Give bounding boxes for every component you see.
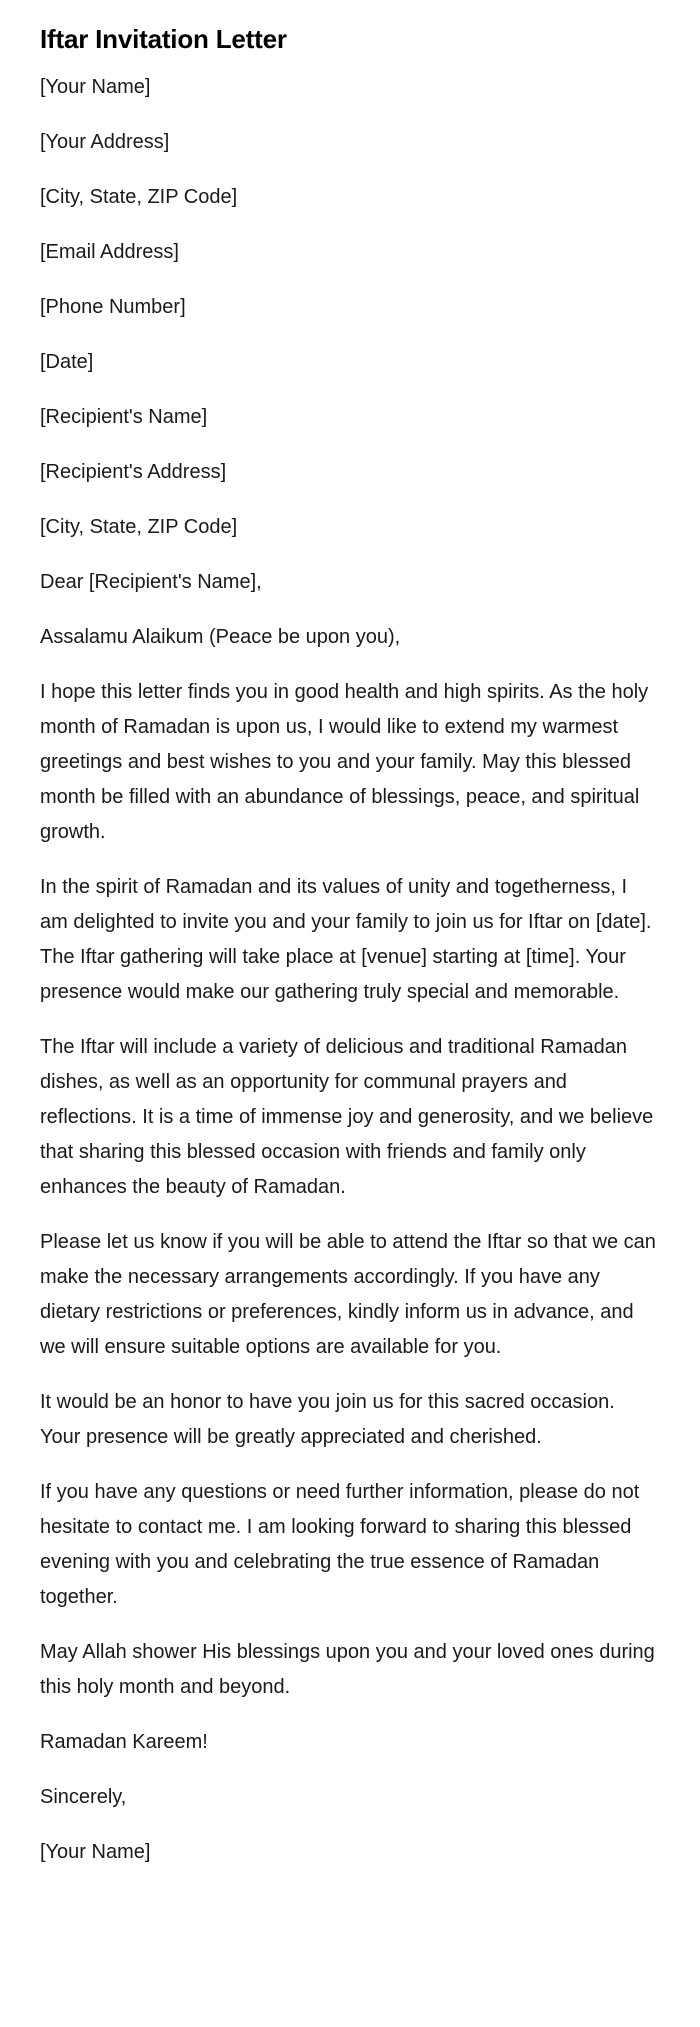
recipient-city-state-zip: [City, State, ZIP Code] (40, 516, 238, 538)
closing-wish: Ramadan Kareem! (40, 1731, 208, 1753)
body-paragraph: It would be an honor to have you join us for this sacred occasion. Your presence will be greatly appreciated and cherished. (40, 1391, 615, 1448)
body-paragraph: The Iftar will include a variety of delicious and traditional Ramadan dishes, as well as an opportunity for communal prayers and reflections. It is a time of immense joy and generosity, and we believe that sharing this blessed occasion with friends and family only enhances the beauty of Ramadan. (40, 1036, 654, 1198)
sender-email: [Email Address] (40, 241, 179, 263)
body-paragraph: Please let us know if you will be able to attend the Iftar so that we can make the necessary arrangements accordingly. If you have any dietary restrictions or preferences, kindly inform us in advance, and we will ensure suitable options are available for you. (40, 1231, 656, 1358)
recipient-address: [Recipient's Address] (40, 461, 227, 483)
body-paragraph: If you have any questions or need further information, please do not hesitate to contact me. I am looking forward to sharing this blessed evening with you and celebrating the true essence of Ramadan together. (40, 1481, 640, 1608)
letter-date: [Date] (40, 351, 94, 373)
recipient-name: [Recipient's Name] (40, 406, 208, 428)
signature-name: [Your Name] (40, 1841, 151, 1863)
body-paragraph: In the spirit of Ramadan and its values of unity and togetherness, I am delighted to invite you and your family to join us for Iftar on [date]. The Iftar gathering will take place at [venue] starting at [time]. Your presence would make our gathering truly special and memorable. (40, 876, 652, 1003)
sender-address: [Your Address] (40, 131, 170, 153)
sign-off: Sincerely, (40, 1786, 127, 1808)
sender-phone: [Phone Number] (40, 296, 186, 318)
sender-name: [Your Name] (40, 76, 151, 98)
salutation: Dear [Recipient's Name], (40, 571, 262, 593)
greeting: Assalamu Alaikum (Peace be upon you), (40, 626, 401, 648)
sender-city-state-zip: [City, State, ZIP Code] (40, 186, 238, 208)
body-paragraph: May Allah shower His blessings upon you and your loved ones during this holy month and beyond. (40, 1641, 655, 1698)
body-paragraph: I hope this letter finds you in good health and high spirits. As the holy month of Ramadan is upon us, I would like to extend my warmest greetings and best wishes to you and your family. May this blessed month be filled with an abundance of blessings, peace, and spiritual growth. (40, 681, 649, 843)
document-title: Iftar Invitation Letter (40, 24, 287, 54)
